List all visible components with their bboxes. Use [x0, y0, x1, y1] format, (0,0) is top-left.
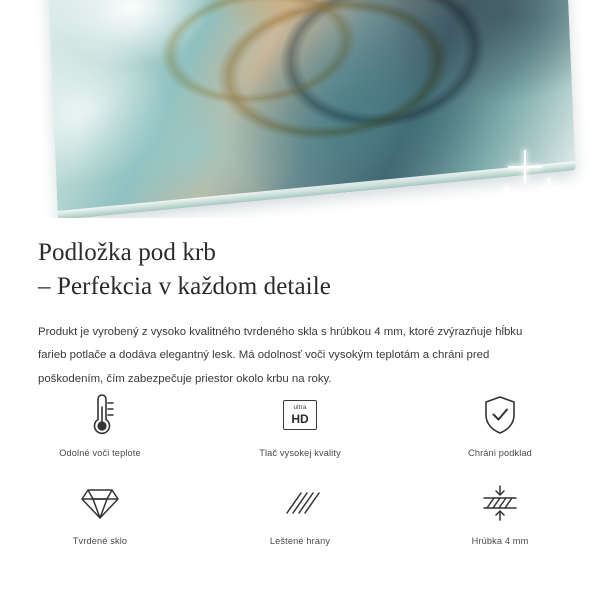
- page-title-line-1: Podložka pod krb: [38, 239, 216, 266]
- thickness-icon: [477, 480, 523, 526]
- feature-heat-resistance: [0, 392, 200, 458]
- feature-thickness: [400, 480, 600, 546]
- ultra-hd-top-text: ultra: [293, 404, 307, 412]
- page-title: [0, 218, 600, 303]
- feature-label: Hrúbka 4 mm: [471, 536, 529, 546]
- feature-grid: [0, 392, 600, 546]
- hero-image: [0, 0, 600, 218]
- glass-panel-photo: [47, 0, 576, 218]
- feature-label: Leštené hrany: [269, 536, 331, 546]
- feature-print-quality: [200, 392, 400, 458]
- sparkle-icon: [538, 178, 560, 200]
- ultra-hd-bottom-text: HD: [291, 411, 309, 426]
- shield-check-icon: [480, 392, 520, 438]
- polished-edges-icon: [279, 480, 321, 526]
- text-content: [0, 218, 600, 391]
- thermometer-icon: [80, 392, 120, 438]
- diamond-icon: [79, 480, 121, 526]
- sparkle-icon: [500, 186, 514, 200]
- feature-label: Tvrdené sklo: [72, 536, 128, 546]
- page-title-line-2: – Perfekcia v každom detaile: [38, 272, 331, 300]
- feature-label: Tlač vysokej kvality: [259, 448, 341, 458]
- description-paragraph: Produkt je vyrobený z vysoko kvalitného tvrdeného skla s hrúbkou 4 mm, ktoré zvýrazňuje hĺbku farieb potlače a dodáva elegantný lesk. Má odolnosť voči vysokým teplotám a chráni pred poškodením, čím zabezpečuje priestor okolo krbu na roky.: [38, 326, 523, 385]
- ultra-hd-icon: [283, 392, 317, 438]
- feature-polished-edges: [200, 480, 400, 546]
- feature-label: Chráni podklad: [468, 448, 532, 458]
- feature-tempered-glass: [0, 480, 200, 546]
- feature-label: Odolné voči teplote: [59, 448, 141, 458]
- marble-pattern: [47, 0, 576, 218]
- feature-surface-protection: [400, 392, 600, 458]
